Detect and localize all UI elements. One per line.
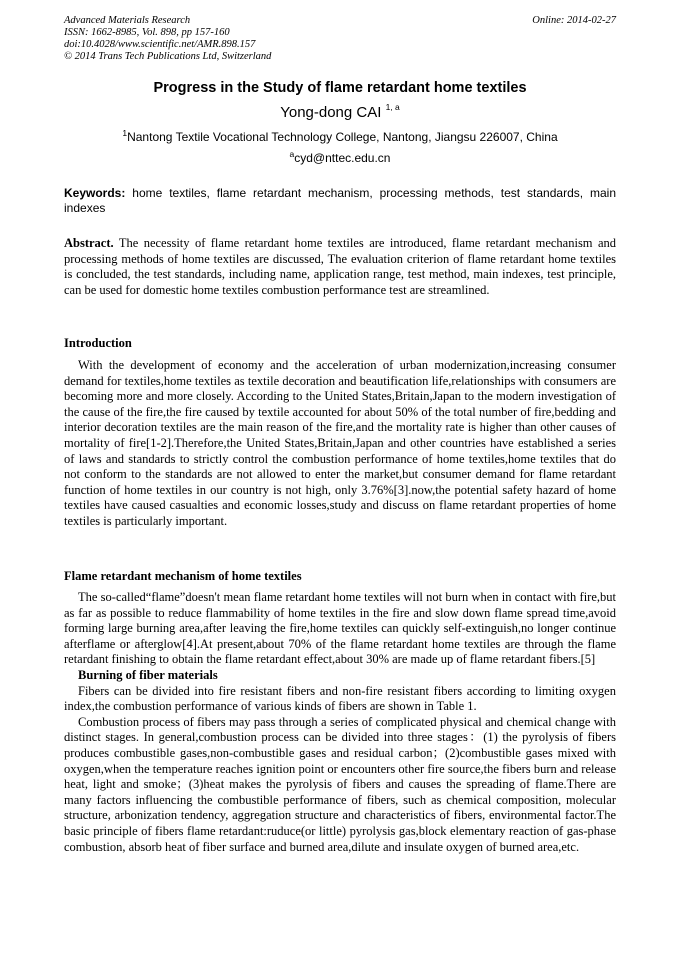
keywords: [64, 186, 616, 216]
author-superscript: 1, a: [385, 102, 400, 112]
journal-name: Advanced Materials Research: [64, 15, 191, 26]
mechanism-section: [64, 590, 616, 855]
mechanism-paragraph-1: The so-called“flame”doesn't mean flame retardant home textiles will not burn when in contact with fire,but as far as possible to reduce flammability of home textiles in the fire and slow down flame spread time,avoid forming large burning area,after leaving the fire,home textiles can quickly self-extinguish,no longer continue afterflame or afterglow[4].At present,about 70% of the flame retardant home textiles are through the flame retardant finishing to obtain the flame retardant effect,about 30% are made up of flame retardant fibers.[5]: [64, 590, 616, 667]
abstract-text: The necessity of flame retardant home textiles are introduced, flame retardant mechanism and processing methods of home textiles are discussed, The evaluation criterion of flame retardant home textiles is concluded, the test standards, including name, application range, test method, main indexes, test principle, can be used for domestic home textiles combustion performance test are streamlined.: [64, 236, 616, 297]
mechanism-paragraph-2: Fibers can be divided into fire resistant fibers and non-fire resistant fibers according to limiting oxygen index,the combustion performance of various kinds of fibers are shown in Table 1.: [64, 683, 616, 714]
journal-header: [64, 15, 616, 63]
email-line: [64, 151, 616, 165]
abstract-label: Abstract.: [64, 236, 114, 250]
journal-doi: doi:10.4028/www.scientific.net/AMR.898.157: [64, 39, 256, 50]
author-name: Yong-dong CAI: [280, 104, 382, 121]
mechanism-heading: Flame retardant mechanism of home textiles: [64, 569, 302, 583]
online-date: Online: 2014-02-27: [532, 15, 616, 26]
journal-issn: ISSN: 1662-8985, Vol. 898, pp 157-160: [64, 27, 230, 38]
fiber-burning-subheading: Burning of fiber materials: [78, 667, 218, 682]
author-line: [64, 104, 616, 121]
abstract: [64, 236, 616, 298]
affiliation: [64, 130, 616, 144]
email-address: cyd@nttec.edu.cn: [294, 151, 391, 165]
mechanism-paragraph-3: Combustion process of fibers may pass through a series of complicated physical and chemical change with distinct stages. In general,combustion process can be divided into three stages：(1) the pyrolysis of fibers produces combustible gases,non-combustible gases and residual carbon；(2)combustible gases mixed with oxygen,when the temperature reaches ignition point or encounters other fire source,the fibers burn and release heat, light and smoke；(3)heat makes the pyrolysis of fibers and causes the spreading of flame.There are many factors influencing the combustible performance of fibers, such as chemical composition, molecular structure, arbonization tendency, aggregation structure and characteristics of fibers, environmental factor.The basic principle of fibers flame retardant:ruduce(or little) pyrolysis gas,block elementary reaction of gas-phase combustion, absorb heat of fiber surface and burned area,dilute and insulate oxygen of burned area,etc.: [64, 714, 616, 854]
affiliation-superscript: 1: [122, 128, 128, 138]
introduction-paragraph: With the development of economy and the acceleration of urban modernization,increasing consumer demand for textiles,home textiles as textile decoration and beautification life,relationships with consumers are becoming more and more closely. According to the United States,Britain,Japan to the modern investigation of the cause of the fire,the fire caused by textile accounted for about 50% of the total number of fire,bedding and interior decoration textiles are the main reason of the fire,and the mortality rate is higher than other causes of mortality of fire[1-2].Therefore,the United States,Britain,Japan and other countries have established a series of laws and standards to strictly control the combustion performance of home textiles,home textiles that do not conform to the standards are not allowed to enter the market,but consumer demand for flame retardant function of home textiles in our country is not high, only 3.76%[3].now,the potential safety hazard of home textiles have caused casualties and economic losses,study and discuss on flame retardant properties of home textiles is particularly important.: [64, 358, 616, 528]
affiliation-text: Nantong Textile Vocational Technology College, Nantong, Jiangsu 226007, China: [127, 130, 558, 144]
email-superscript: a: [289, 149, 295, 159]
introduction-heading: Introduction: [64, 336, 132, 350]
keywords-text: home textiles, flame retardant mechanism, processing methods, test standards, main indexes: [64, 186, 616, 215]
journal-copyright: © 2014 Trans Tech Publications Ltd, Switzerland: [64, 51, 272, 62]
keywords-label: Keywords:: [64, 186, 126, 200]
paper-title: Progress in the Study of flame retardant home textiles: [153, 80, 527, 96]
